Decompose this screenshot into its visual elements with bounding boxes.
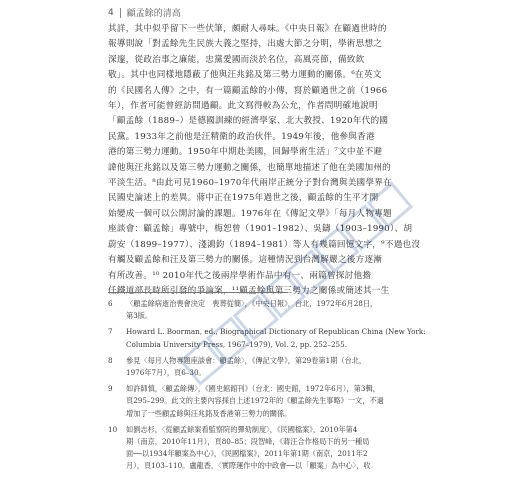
- footnote-line: Columbia University Press, 1967–1979), Vol. 2, pp. 252–255.: [126, 339, 347, 349]
- footnote-line: 參見〈每月人物專題座談會：顧孟餘〉，《傳記文學》，第29卷第1期（台北，: [126, 355, 367, 365]
- body-line: 年），作者可能曾經訪問過顧。此文寫得較為公允，作者問明確地說明: [108, 101, 378, 112]
- body-line: 任鐵道部長時所引發的爭論案，¹¹顧孟餘與第三勢力之關係或簡述其一生: [108, 285, 390, 296]
- footnote-text: [126, 355, 418, 379]
- body-line: 報導則說「對孟餘先生民族大義之堅持，出處大節之分明，學術思想之: [108, 39, 383, 50]
- footnote: [108, 298, 418, 322]
- body-line: 港的第三勢力運動。1950年中期赴美國，回歸學術生活」⁷文中並不避: [108, 147, 383, 158]
- footnote-number: 8: [108, 355, 113, 365]
- footnote-text: [126, 298, 418, 322]
- footnote-number: 6: [108, 299, 113, 308]
- body-line: 深邃，從政治事之廉能，忠黨愛國而淡於名位，高風亮節，備致欽: [108, 54, 365, 65]
- running-title: 顧孟餘的清高: [126, 9, 181, 19]
- footnote-number: 7: [108, 327, 113, 337]
- running-header: [108, 6, 181, 19]
- footnote-line: 〈顧孟餘病逝治喪會決定 喪葬從簡〉，《中央日報》，台北，1972年6月28日，: [126, 299, 378, 308]
- footnote-number: 10: [108, 424, 118, 434]
- footnote-line: Howard L. Boorman, ed., Biographical Dictionary of Republican China (New York:: [126, 327, 426, 337]
- body-line: 有所改善。¹⁰ 2010年代之後兩岸學術作品中有一、兩篇曾探討他擔: [108, 270, 372, 281]
- body-line: 平淡生活。⁸由此可見1960–1970年代兩岸正統分子對台灣與美國學界在: [108, 178, 392, 189]
- body-line: 「顧孟餘（1889–）是德國訓練的經濟學家、北大教授、1920年代的國: [108, 116, 389, 127]
- footnote-text: [126, 383, 418, 420]
- body-line: 民國史論述上的差異。蔣中正在1975年過世之後，顧孟餘的生平才開: [108, 193, 379, 204]
- footnote: [108, 383, 418, 420]
- body-line: 蔚安（1899–1977）、淺鴻鈞（1894–1981）等人有幾篇回憶文字，⁹不過也沒: [108, 239, 421, 250]
- footnote-line: 期（南京，2010年11月），頁80–85；段智峰，《蔣汪合作格局下的另一種局: [126, 437, 370, 447]
- body-line: 有觸及顧孟餘和汪及第三勢力的關係。這種情況到台灣解嚴之後方逐漸: [108, 255, 383, 266]
- footnote-line: 增加了一些顧孟餘與汪兆銘及香港第三勢力的關係。: [126, 408, 292, 418]
- body-line: 座談會：顧孟餘」專號中，梅恕曾（1901–1982）、吳鑄（1903–1990）、胡: [108, 224, 413, 235]
- footnote: [108, 326, 426, 350]
- body-line: 的《民國名人傳》之中，有一篇顧孟餘的小傳，寫於顧過世之前（1966: [108, 85, 388, 96]
- footnote-line: 面──以1934年顧案為中心》，《民國檔案》，2011年第1期（南京，2011年2: [126, 449, 368, 459]
- footnotes: [108, 298, 426, 477]
- footnote-text: [126, 424, 418, 473]
- footnote-line: 頁295–299。此文的主要內容採自上述1972年的《顧孟餘先生事略》一文，不過: [126, 396, 384, 406]
- footnote-line: 如許師慎，〈顧孟餘傳〉，《國史館館刊》（台北：國史館，1972年6月），第3輯，: [126, 384, 380, 394]
- footnote-line: 1976年7月），頁6–30。: [126, 368, 206, 378]
- body-line: 民黨。1933年之前他是汪精衛的政治伙伴。1949年後，他參與香港: [108, 131, 375, 142]
- body-line: 始變成一個可以公開討論的課題。1976年在《傳記文學》「每月人物專題: [108, 208, 392, 219]
- footnote-line: 月），頁103–110。盧龍香，〈實際運作中的中政會──以「顧案」為中心〉，收: [126, 461, 371, 471]
- footnote-rule: [108, 292, 288, 293]
- footnote-line: 第3版。: [126, 311, 153, 321]
- body-line: 其詳，其中似乎留下一些伏筆，頗耐人尋味。《中央日報》在顧過世時的: [108, 24, 387, 34]
- body-text: [108, 22, 421, 299]
- footnote: [108, 424, 418, 473]
- footnote: [108, 355, 418, 379]
- body-line: 諱他與汪兆銘以及第三勢力運動之關係，也簡單地描述了他在美國加州的: [108, 162, 392, 173]
- footnote-text: [126, 326, 426, 350]
- footnote-number: 9: [108, 384, 113, 394]
- footnote-line: 如劉志杉，〈從顧孟餘案看監察院的彈劾制度〉，《民國檔案》，2010年第4: [126, 424, 358, 434]
- body-line: 敬」。其中也同樣地隱蔽了他與汪兆銘及第三勢力運動的關係。⁶在英文: [108, 70, 382, 81]
- page-number: 4: [108, 7, 114, 18]
- header-separator: [120, 8, 121, 18]
